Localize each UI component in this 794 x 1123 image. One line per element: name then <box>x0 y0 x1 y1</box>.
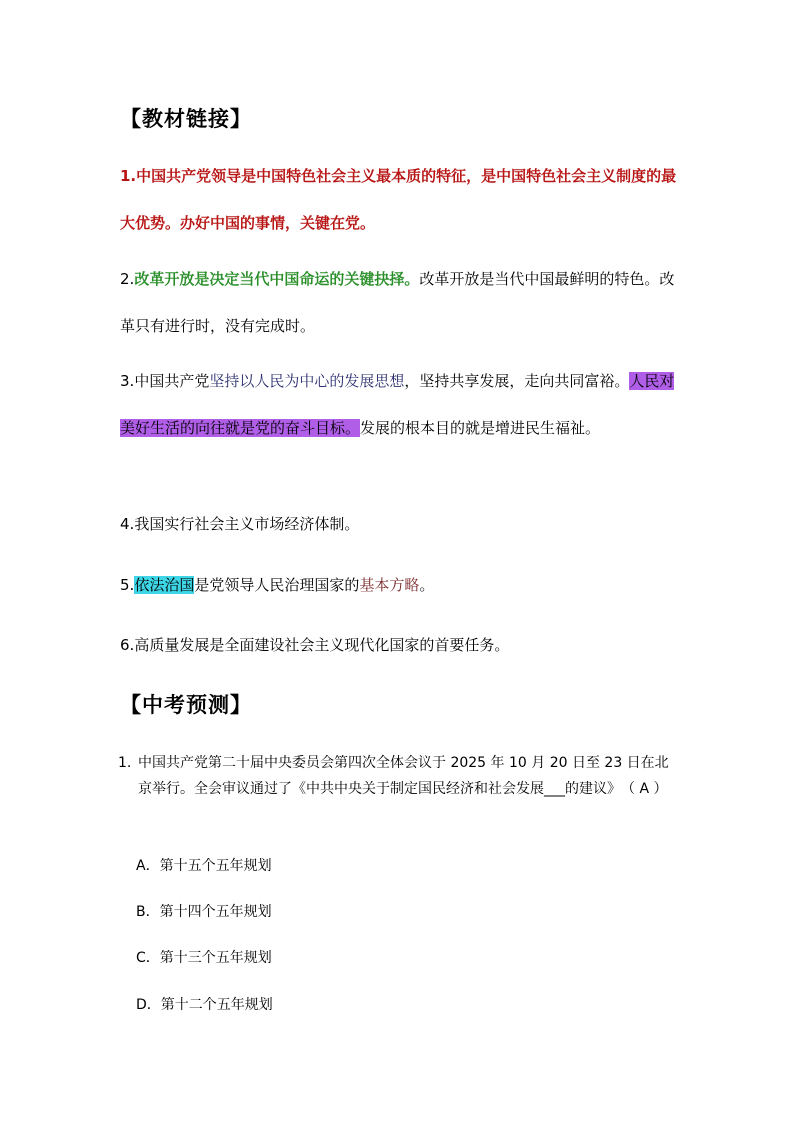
item-text: 发展的根本目的就是增进民生福祉。 <box>360 419 601 437</box>
section-title-exam-prediction: 【中考预测】 <box>120 693 252 717</box>
textbook-item-6 <box>120 622 680 669</box>
option-b: B．第十四个五年规划 <box>136 904 272 920</box>
item-text-highlight-purple: 人民对美好生活的向往就是党的奋斗目标。 <box>120 372 675 437</box>
option-c: C．第十三个五年规划 <box>136 950 272 966</box>
textbook-item-2 <box>120 256 680 350</box>
item-text: 。 <box>419 576 435 594</box>
textbook-item-3 <box>120 358 680 452</box>
item-number: 3. <box>120 372 135 390</box>
option-a: A．第十五个五年规划 <box>136 858 272 874</box>
textbook-item-1 <box>120 153 680 247</box>
item-text: 我国实行社会主义市场经济体制。 <box>134 515 360 533</box>
item-text: 高质量发展是全面建设社会主义现代化国家的首要任务。 <box>134 636 510 654</box>
item-text: ，坚持共享发展，走向共同富裕。 <box>404 372 630 390</box>
item-text-green: 改革开放是决定当代中国命运的关键抉择。 <box>134 270 420 288</box>
textbook-item-5 <box>120 562 680 609</box>
item-number: 4. <box>120 515 135 533</box>
option-d: D．第十二个五年规划 <box>136 997 273 1013</box>
item-number: 5. <box>120 576 135 594</box>
item-text: 中国共产党领导是中国特色社会主义最本质的特征，是中国特色社会主义制度的最大优势。办好中国的事情，关键在党。 <box>120 167 677 232</box>
item-text: 是党领导人民治理国家的 <box>194 576 360 594</box>
item-text: 改革开放是当代中国最鲜明的特色。改革只有进行时，没有完成时。 <box>120 270 675 335</box>
item-text-highlight-cyan: 依法治国 <box>134 576 195 594</box>
item-number: 2. <box>120 270 135 288</box>
question-text: 中国共产党第二十届中央委员会第四次全体会议于 2025 年 10 月 20 日至 23 日在北京举行。全会审议通过了《中共中央关于制定国民经济和社会发展___的建议》 （ A ） <box>138 755 669 797</box>
item-text: 中国共产党 <box>134 372 210 390</box>
question-1 <box>118 750 680 802</box>
item-number: 1. <box>120 167 137 185</box>
item-text-navy: 坚持以人民为中心的发展思想 <box>209 372 405 390</box>
textbook-item-4 <box>120 501 680 548</box>
question-number: 1. <box>118 755 132 771</box>
section-title-textbook-links: 【教材链接】 <box>120 107 252 131</box>
item-number: 6. <box>120 636 135 654</box>
item-text-brown: 基本方略 <box>359 576 420 594</box>
